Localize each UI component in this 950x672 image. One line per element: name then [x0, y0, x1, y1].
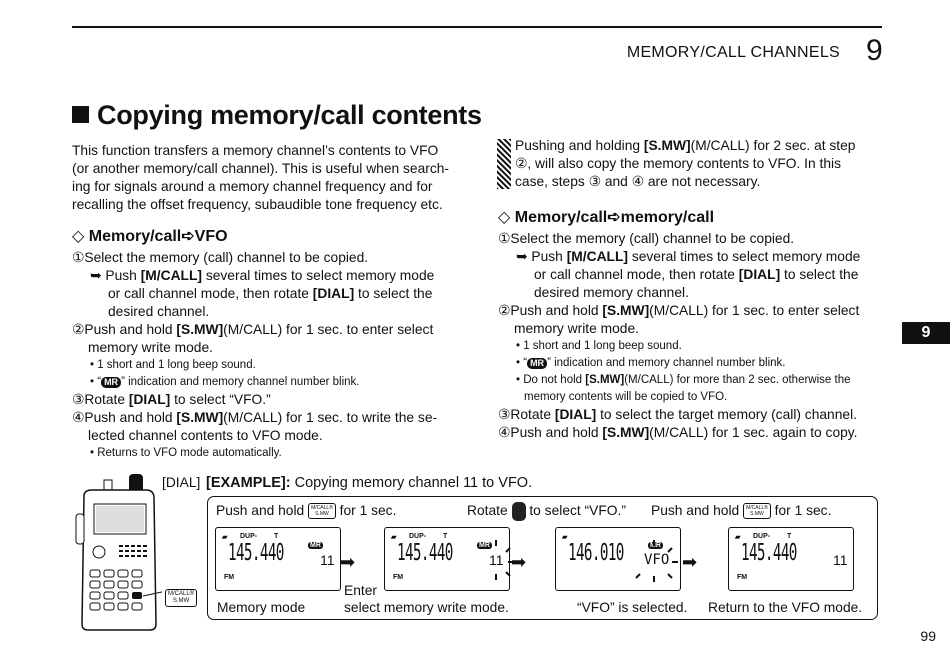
- lcd-display-3: ▰ MR 146.010 VFO: [555, 527, 681, 591]
- lcd-display-2: ▰ DUP- T MR 145.440 11 FM: [384, 527, 510, 591]
- note-paragraph: Pushing and holding [S.MW](M/CALL) for 2 sec. at step ②, will also copy the memory contents to VFO. In this case, steps ③ and ④ are not necessary.: [515, 138, 856, 189]
- caption-return-vfo: Return to the VFO mode.: [708, 600, 863, 615]
- right-subtitle: ◇ Memory/call➪memory/call: [498, 209, 715, 226]
- example-title: [EXAMPLE]: Copying memory channel 11 to VFO.: [206, 475, 533, 491]
- arrow-icon: ➡: [511, 552, 527, 572]
- caption-select-write: select memory write mode.: [344, 600, 509, 615]
- instruction-2: Rotate to select “VFO.”: [467, 502, 626, 521]
- dial-knob-icon: [512, 502, 526, 521]
- radio-key-callout: M/CALL® S.MW: [165, 589, 197, 607]
- page-number: 99: [920, 628, 936, 644]
- caption-enter: Enter: [344, 583, 377, 598]
- left-steps: ①Select the memory (call) channel to be copied. ➥ Push [M/CALL] several times to select memory mode or call channel mode, then rotate [DIAL] to select the desired channel. ②Push and hold [S.MW](M/CALL) for 1 sec. to enter select memory write mode. • 1 short and 1 long beep sound. • “ MR ” indication and memory channel number blink. ③Rotate [DIAL] to select “VFO.” ④Push and hold [S.MW](M/CALL) for 1 sec. to write the se- lected channel contents to VFO mode. • Returns to VFO mode automatically.: [72, 250, 438, 459]
- intro-paragraph: This function transfers a memory channel’s contents to VFO (or another memory/call channel). This is useful when search- ing for signals around a memory channel frequency and for recalling the offset frequency, subaudible tone frequency etc.: [72, 143, 450, 212]
- header-rule: [72, 26, 882, 28]
- mcall-key-icon: M/CALL® S.MW: [308, 503, 336, 519]
- mcall-key-icon: M/CALL® S.MW: [743, 503, 771, 519]
- instruction-1: Push and hold M/CALL® S.MW for 1 sec.: [216, 503, 397, 518]
- caption-memory-mode: Memory mode: [217, 600, 306, 615]
- blink-rays-icon: [476, 538, 516, 582]
- arrow-icon: ➡: [682, 552, 698, 572]
- chapter-title: MEMORY/CALL CHANNELS: [626, 44, 840, 61]
- radio-illustration: [74, 474, 162, 632]
- note-hatch-icon: [497, 139, 511, 189]
- lcd-display-1: ▰ DUP- T MR 145.440 11 FM: [215, 527, 341, 591]
- left-subtitle: ◇ Memory/call➪VFO: [72, 228, 228, 245]
- dial-label: [DIAL]: [162, 475, 201, 490]
- arrow-icon: ➡: [340, 552, 356, 572]
- section-title: Copying memory/call contents: [72, 100, 482, 131]
- square-bullet-icon: [72, 106, 89, 123]
- right-steps: ①Select the memory (call) channel to be copied. ➥ Push [M/CALL] several times to select memory mode or call channel mode, then rotate [DIAL] to select the desired memory channel. ②Push and hold [S.MW](M/CALL) for 1 sec. to enter select memory write mode. • 1 short and 1 long beep sound. • “ MR ” indication and memory channel number blink. • Do not hold [S.MW](M/CALL) for more than 2 sec. otherwise the memory contents will be copied to VFO. ③Rotate [DIAL] to select the target memory (call) channel. ④Push and hold [S.MW](M/CALL) for 1 sec. again to copy.: [498, 231, 861, 440]
- caption-vfo-selected: “VFO” is selected.: [577, 600, 688, 615]
- instruction-3: Push and hold M/CALL® S.MW for 1 sec.: [651, 503, 832, 518]
- side-tab: 9: [902, 322, 950, 344]
- chapter-number: 9: [866, 34, 883, 67]
- lcd-display-4: ▰ DUP- T 145.440 11 FM: [728, 527, 854, 591]
- blink-rays-icon: [630, 538, 680, 584]
